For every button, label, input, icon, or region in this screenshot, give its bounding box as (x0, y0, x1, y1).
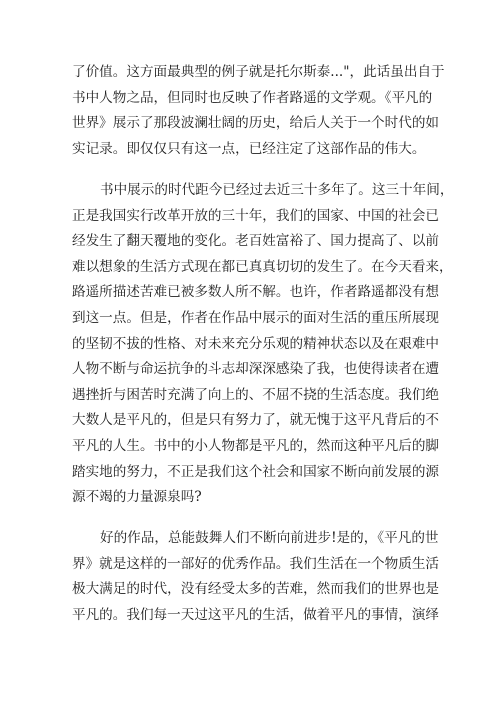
text-line: 平凡的人生。书中的小人物都是平凡的，然而这种平凡后的脚 (72, 437, 440, 454)
text-line: 大数人是平凡的，但是只有努力了，就无愧于这平凡背后的不 (72, 412, 440, 429)
text-line: 经发生了翻天覆地的变化。老百姓富裕了、国力提高了、以前 (72, 233, 440, 250)
text-line: 好的作品，总能鼓舞人们不断向前进步!是的，《平凡的世 (100, 530, 439, 546)
text-line: 的坚韧不拔的性格、对未来充分乐观的精神状态以及在艰难中 (72, 335, 440, 352)
text-line: 界》就是这样的一部好的优秀作品。我们生活在一个物质生活 (72, 555, 440, 572)
text-line: 平凡的。我们每一天过这平凡的生活，做着平凡的事情，演绎 (72, 606, 440, 623)
text-line: 到这一点。但是，作者在作品中展示的面对生活的重压所展现 (72, 309, 440, 326)
text-line: 踏实地的努力，不正是我们这个社会和国家不断向前发展的源 (72, 463, 440, 480)
text-line: 世界》展示了那段波澜壮阔的历史，给后人关于一个时代的如 (72, 115, 440, 132)
text-line: 书中人物之品，但同时也反映了作者路遥的文学观。《平凡的 (72, 89, 433, 106)
text-line: 难以想象的生活方式现在都已真真切切的发生了。在今天看来， (72, 258, 453, 275)
paragraph-3 (72, 526, 440, 628)
text-line: 正是我国实行改革开放的三十年，我们的国家、中国的社会已 (72, 207, 440, 224)
text-line: 实记录。即仅仅只有这一点，已经注定了这部作品的伟大。 (72, 140, 426, 157)
text-line: 源不竭的力量源泉吗? (72, 489, 202, 506)
paragraph-2 (72, 178, 454, 511)
text-line: 了价值。这方面最典型的例子就是托尔斯泰..."，此话虽出自于 (72, 64, 445, 80)
text-line: 极大满足的时代，没有经受太多的苦难，然而我们的世界也是 (72, 581, 440, 598)
paragraph-1 (72, 60, 445, 162)
text-line: 遇挫折与困苦时充满了向上的、不屈不挠的生活态度。我们绝 (72, 386, 440, 403)
text-line: 书中展示的时代距今已经过去近三十多年了。这三十年间， (100, 182, 454, 198)
text-line: 路遥所描述苦难已被多数人所不解。也许，作者路遥都没有想 (72, 284, 440, 301)
text-line: 人物不断与命运抗争的斗志却深深感染了我，也使得读者在遭 (72, 361, 440, 378)
